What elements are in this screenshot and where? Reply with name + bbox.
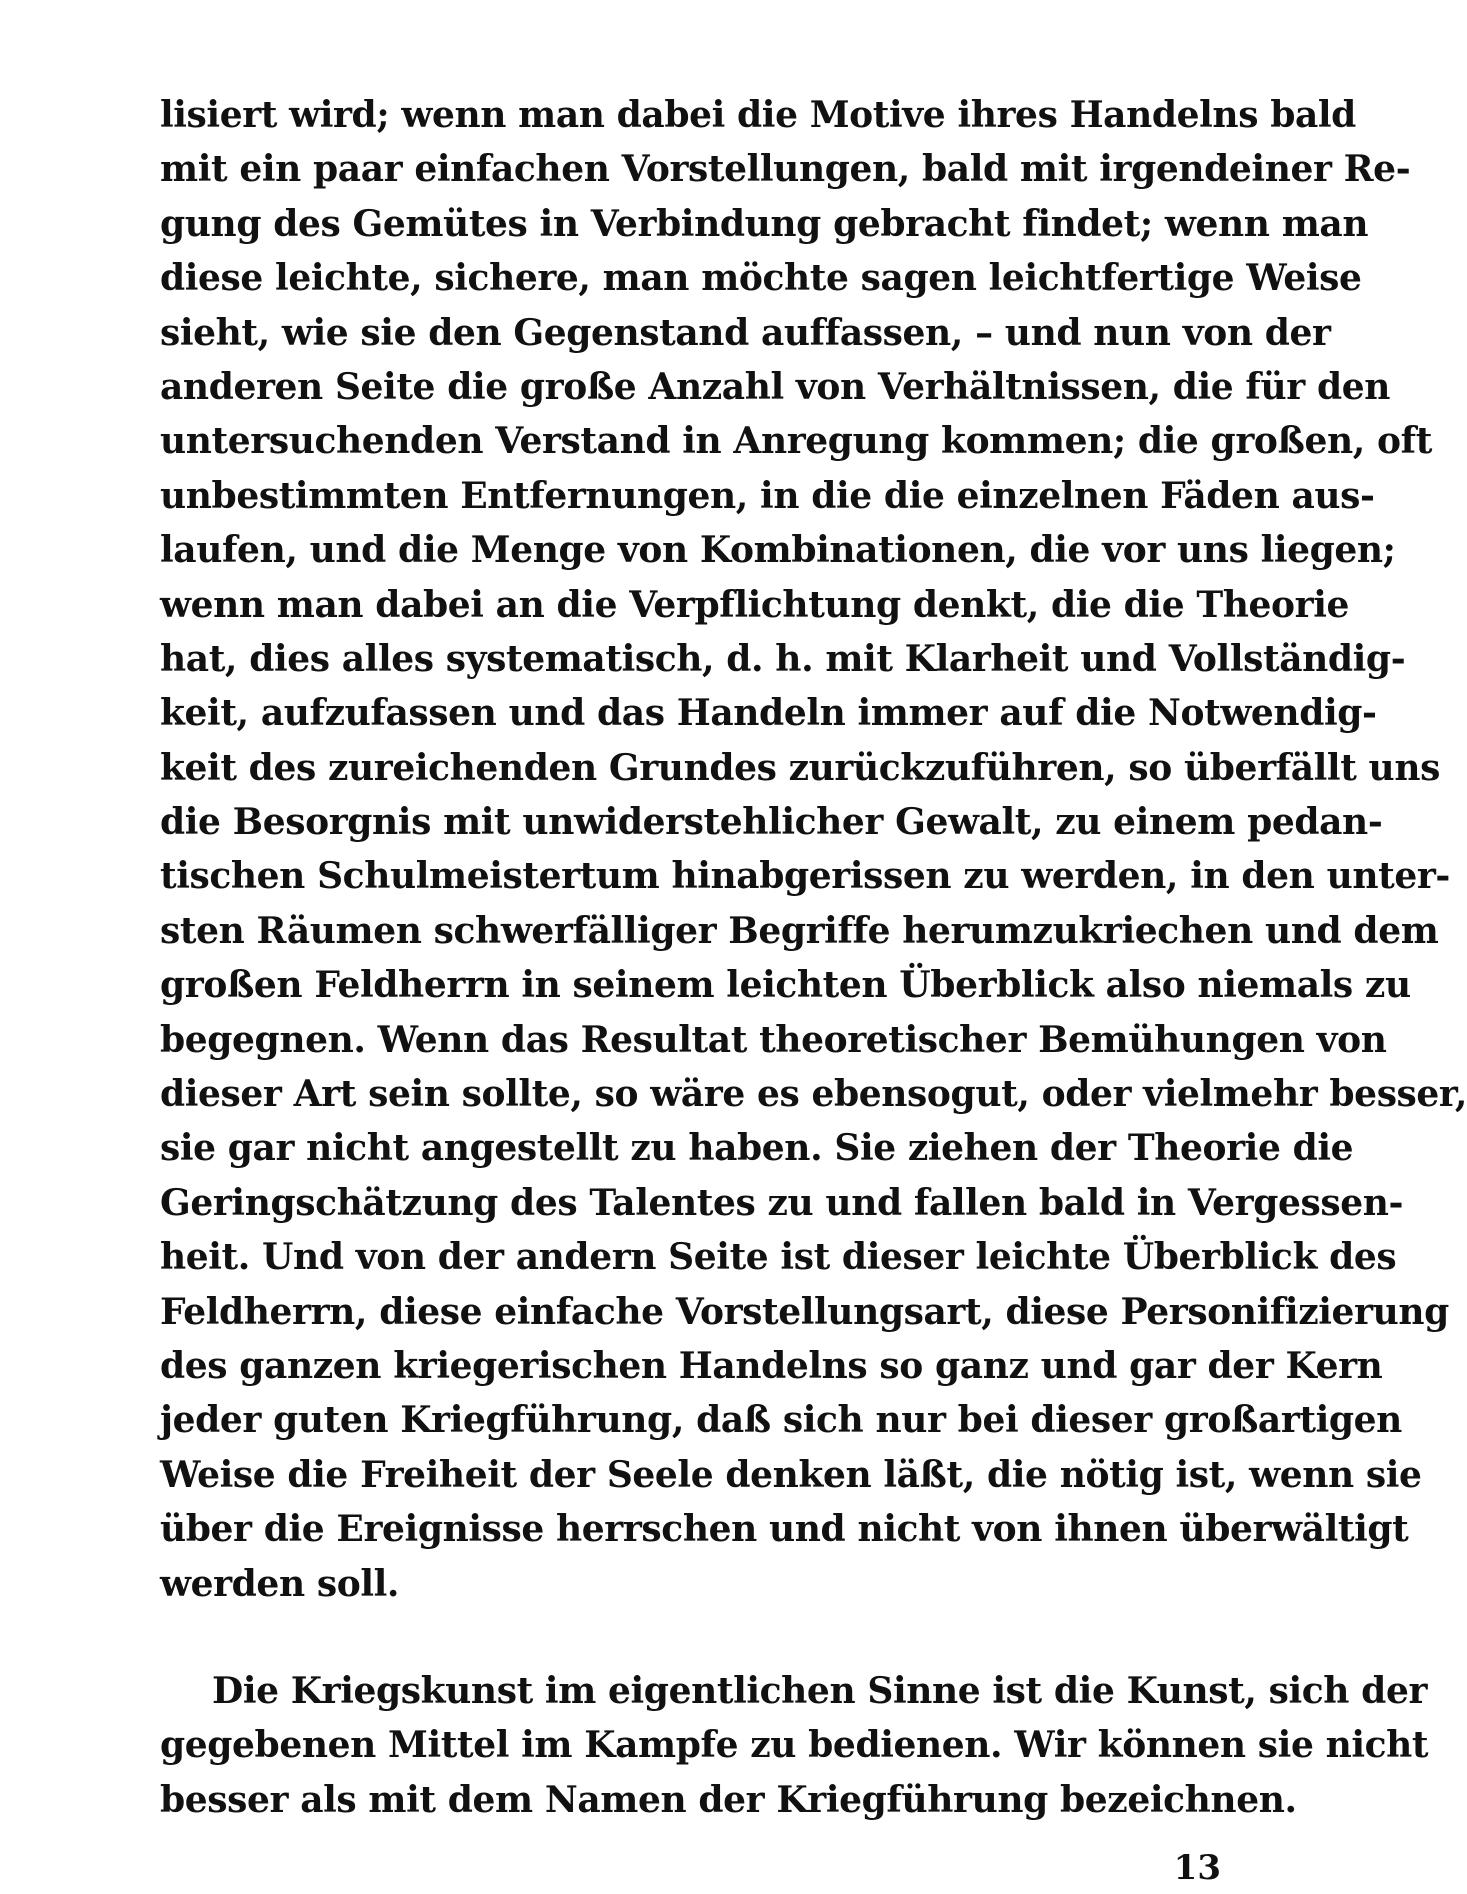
text-line: begegnen. Wenn das Resultat theoretischer Bemühungen von: [160, 1018, 1387, 1061]
text-line: jeder guten Kriegführung, daß sich nur bei dieser großartigen: [160, 1399, 1402, 1442]
text-line: Geringschätzung des Talentes zu und fallen bald in Vergessen-: [160, 1181, 1404, 1224]
text-line: mit ein paar einfachen Vorstellungen, bald mit irgendeiner Re-: [160, 148, 1411, 191]
text-line: lisiert wird; wenn man dabei die Motive ihres Handelns bald: [160, 94, 1356, 136]
paragraph-gap: [160, 1611, 1222, 1664]
text-line: sten Räumen schwerfälliger Begriffe herumzukriechen und dem: [160, 909, 1439, 952]
text-line: heit. Und von der andern Seite ist dieser leichte Überblick des: [160, 1236, 1397, 1279]
text-line: über die Ereignisse herrschen und nicht von ihnen überwältigt: [160, 1508, 1409, 1551]
text-line: dieser Art sein sollte, so wäre es ebensogut, oder vielmehr besser,: [160, 1073, 1467, 1116]
text-line: diese leichte, sichere, man möchte sagen leichtfertige Weise: [160, 257, 1362, 300]
paragraph-2: [160, 1664, 1429, 1827]
text-line: Feldherrn, diese einfache Vorstellungsart, diese Personifizierung: [160, 1290, 1449, 1333]
text-line: laufen, und die Menge von Kombinationen, die vor uns liegen;: [160, 529, 1396, 572]
text-line: keit, aufzufassen und das Handeln immer auf die Notwendig-: [160, 692, 1377, 735]
text-line: sie gar nicht angestellt zu haben. Sie ziehen der Theorie die: [160, 1127, 1354, 1170]
body-text: [160, 88, 1467, 1827]
text-line: tischen Schulmeistertum hinabgerissen zu werden, in den unter-: [160, 855, 1450, 898]
text-line: keit des zureichenden Grundes zurückzuführen, so überfällt uns: [160, 746, 1440, 789]
text-line: Die Kriegskunst im eigentlichen Sinne ist die Kunst, sich der: [212, 1669, 1428, 1712]
text-line: gegebenen Mittel im Kampfe zu bedienen. Wir können sie nicht: [160, 1724, 1429, 1767]
text-line: des ganzen kriegerischen Handelns so ganz und gar der Kern: [160, 1344, 1383, 1387]
text-line: Weise die Freiheit der Seele denken läßt, die nötig ist, wenn sie: [160, 1453, 1422, 1496]
text-line: wenn man dabei an die Verpflichtung denkt, die die Theorie: [160, 583, 1349, 626]
text-line: die Besorgnis mit unwiderstehlicher Gewalt, zu einem pedan-: [160, 801, 1383, 844]
text-line: werden soll.: [160, 1562, 400, 1605]
text-line: besser als mit dem Namen der Kriegführung bezeichnen.: [160, 1778, 1297, 1821]
page-number: 13: [1173, 1848, 1221, 1888]
text-line: hat, dies alles systematisch, d. h. mit Klarheit und Vollständig-: [160, 637, 1406, 680]
text-line: großen Feldherrn in seinem leichten Überblick also niemals zu: [160, 964, 1411, 1007]
paragraph-1: [160, 88, 1467, 1611]
text-line: gung des Gemütes in Verbindung gebracht findet; wenn man: [160, 202, 1369, 245]
text-line: anderen Seite die große Anzahl von Verhältnissen, die für den: [160, 365, 1391, 408]
text-line: unbestimmten Entfernungen, in die die einzelnen Fäden aus-: [160, 474, 1375, 517]
text-line: sieht, wie sie den Gegenstand auffassen, – und nun von der: [160, 311, 1331, 354]
text-line: untersuchenden Verstand in Anregung kommen; die großen, oft: [160, 420, 1432, 463]
